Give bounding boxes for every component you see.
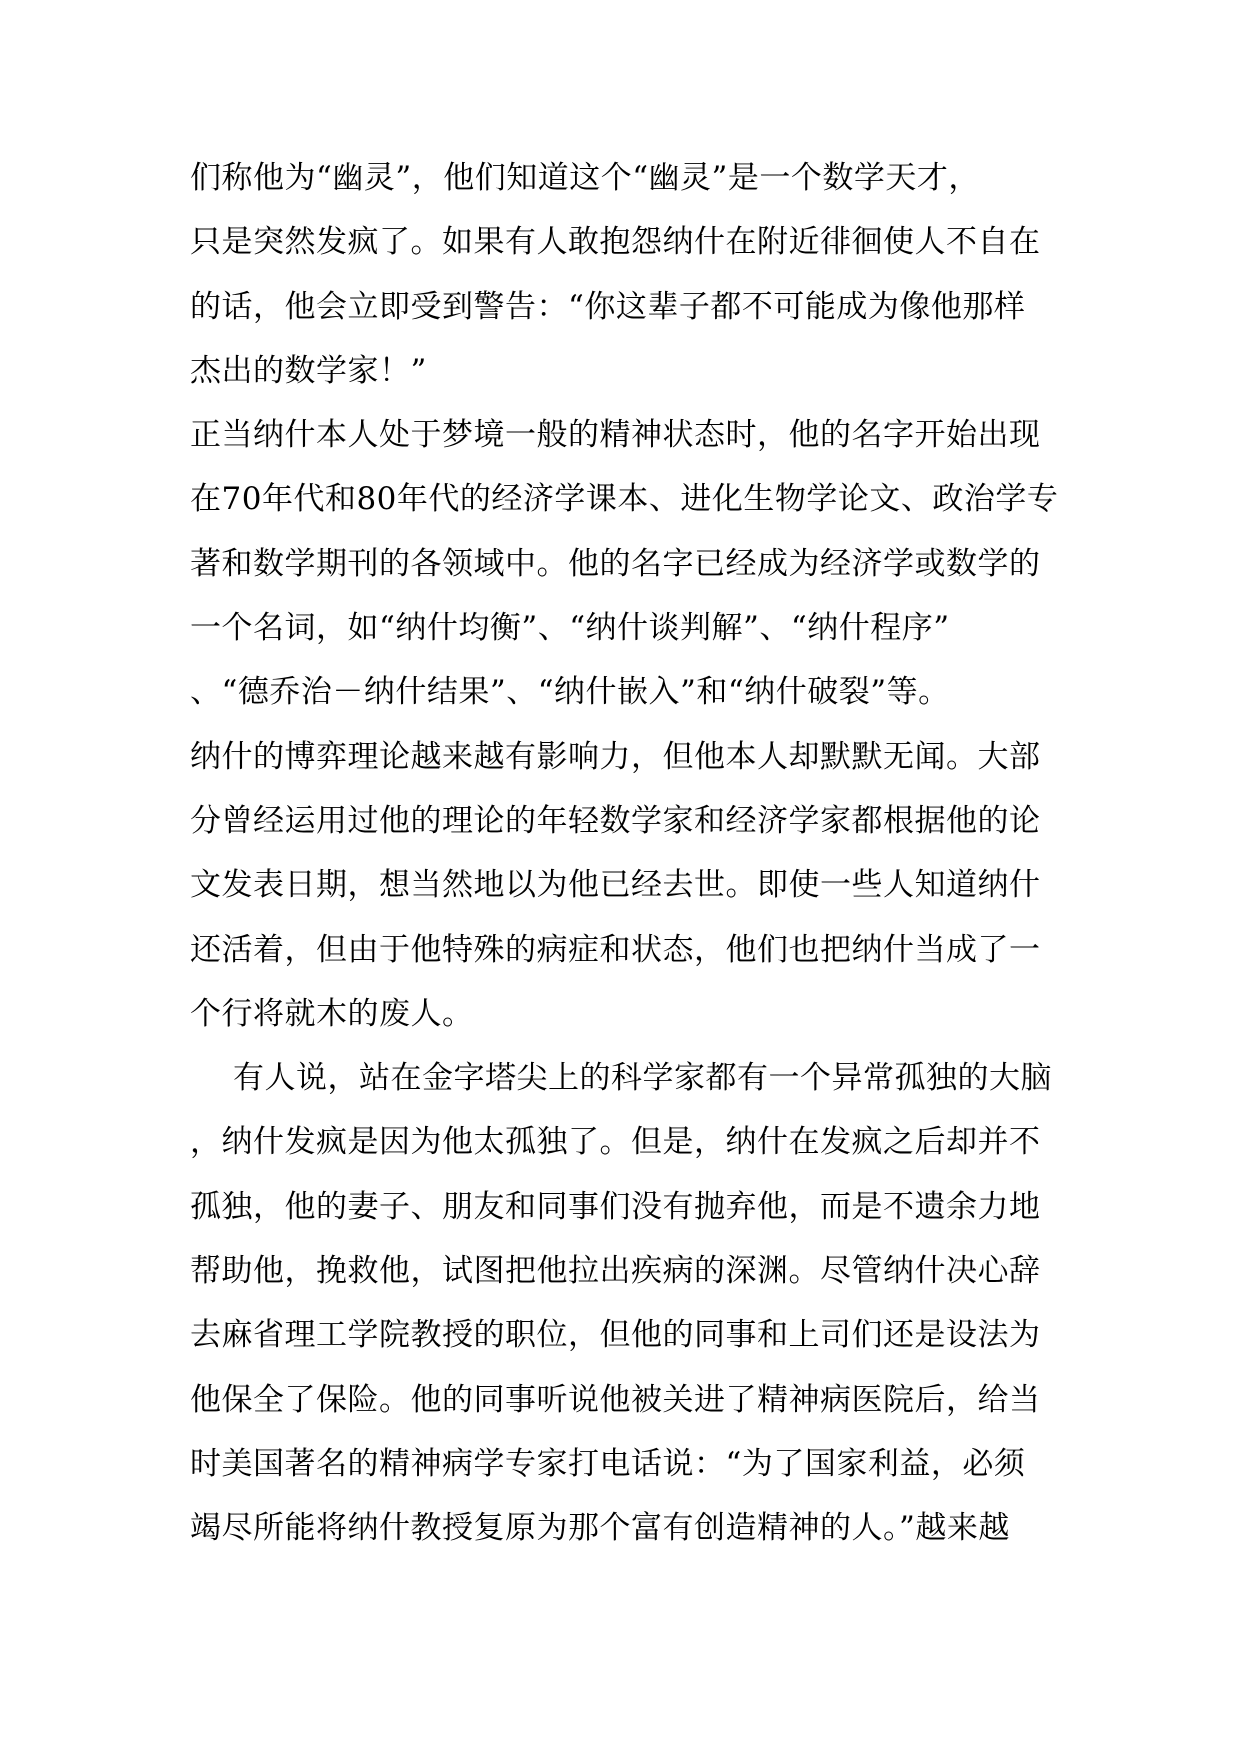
text-line: 去麻省理工学院教授的职位，但他的同事和上司们还是设法为 bbox=[190, 1317, 1041, 1354]
text-line: 一个名词，如“纳什均衡”、“纳什谈判解”、“纳什程序” bbox=[190, 610, 950, 647]
text-line: 竭尽所能将纳什教授复原为那个富有创造精神的人。”越来越 bbox=[190, 1510, 1010, 1547]
text-line: 在70年代和80年代的经济学课本、进化生物学论文、政治学专 bbox=[190, 481, 1059, 518]
text-line: 们称他为“幽灵”，他们知道这个“幽灵”是一个数学天才， bbox=[190, 160, 980, 196]
text-line: 分曾经运用过他的理论的年轻数学家和经济学家都根据他的论 bbox=[190, 802, 1041, 839]
text-line: 的话，他会立即受到警告：“你这辈子都不可能成为像他那样 bbox=[190, 288, 1026, 325]
text-line: ，纳什发疯是因为他太孤独了。但是，纳什在发疯之后却并不 bbox=[190, 1124, 1041, 1161]
text-line: 正当纳什本人处于梦境一般的精神状态时，他的名字开始出现 bbox=[190, 417, 1041, 454]
text-line: 孤独，他的妻子、朋友和同事们没有抛弃他，而是不遗余力地 bbox=[190, 1188, 1041, 1225]
text-line: 有人说，站在金字塔尖上的科学家都有一个异常孤独的大脑 bbox=[233, 1060, 1052, 1097]
text-line: 时美国著名的精神病学专家打电话说：“为了国家利益，必须 bbox=[190, 1445, 1026, 1482]
text-line: 杰出的数学家！” bbox=[190, 352, 427, 389]
text-line: 著和数学期刊的各领域中。他的名字已经成为经济学或数学的 bbox=[190, 545, 1041, 582]
text-line: 文发表日期，想当然地以为他已经去世。即使一些人知道纳什 bbox=[190, 867, 1041, 904]
text-line: 还活着，但由于他特殊的病症和状态，他们也把纳什当成了一 bbox=[190, 931, 1041, 968]
text-line: 他保全了保险。他的同事听说他被关进了精神病医院后，给当 bbox=[190, 1381, 1041, 1418]
text-line: 只是突然发疯了。如果有人敢抱怨纳什在附近徘徊使人不自在 bbox=[190, 224, 1041, 261]
text-line: 、“德乔治－纳什结果”、“纳什嵌入”和“纳什破裂”等。 bbox=[190, 674, 950, 711]
text-line: 纳什的博弈理论越来越有影响力，但他本人却默默无闻。大部 bbox=[190, 738, 1041, 775]
text-line: 帮助他，挽救他，试图把他拉出疾病的深渊。尽管纳什决心辞 bbox=[190, 1253, 1041, 1290]
text-line: 个行将就木的废人。 bbox=[190, 995, 474, 1032]
document-body bbox=[190, 159, 1059, 1574]
